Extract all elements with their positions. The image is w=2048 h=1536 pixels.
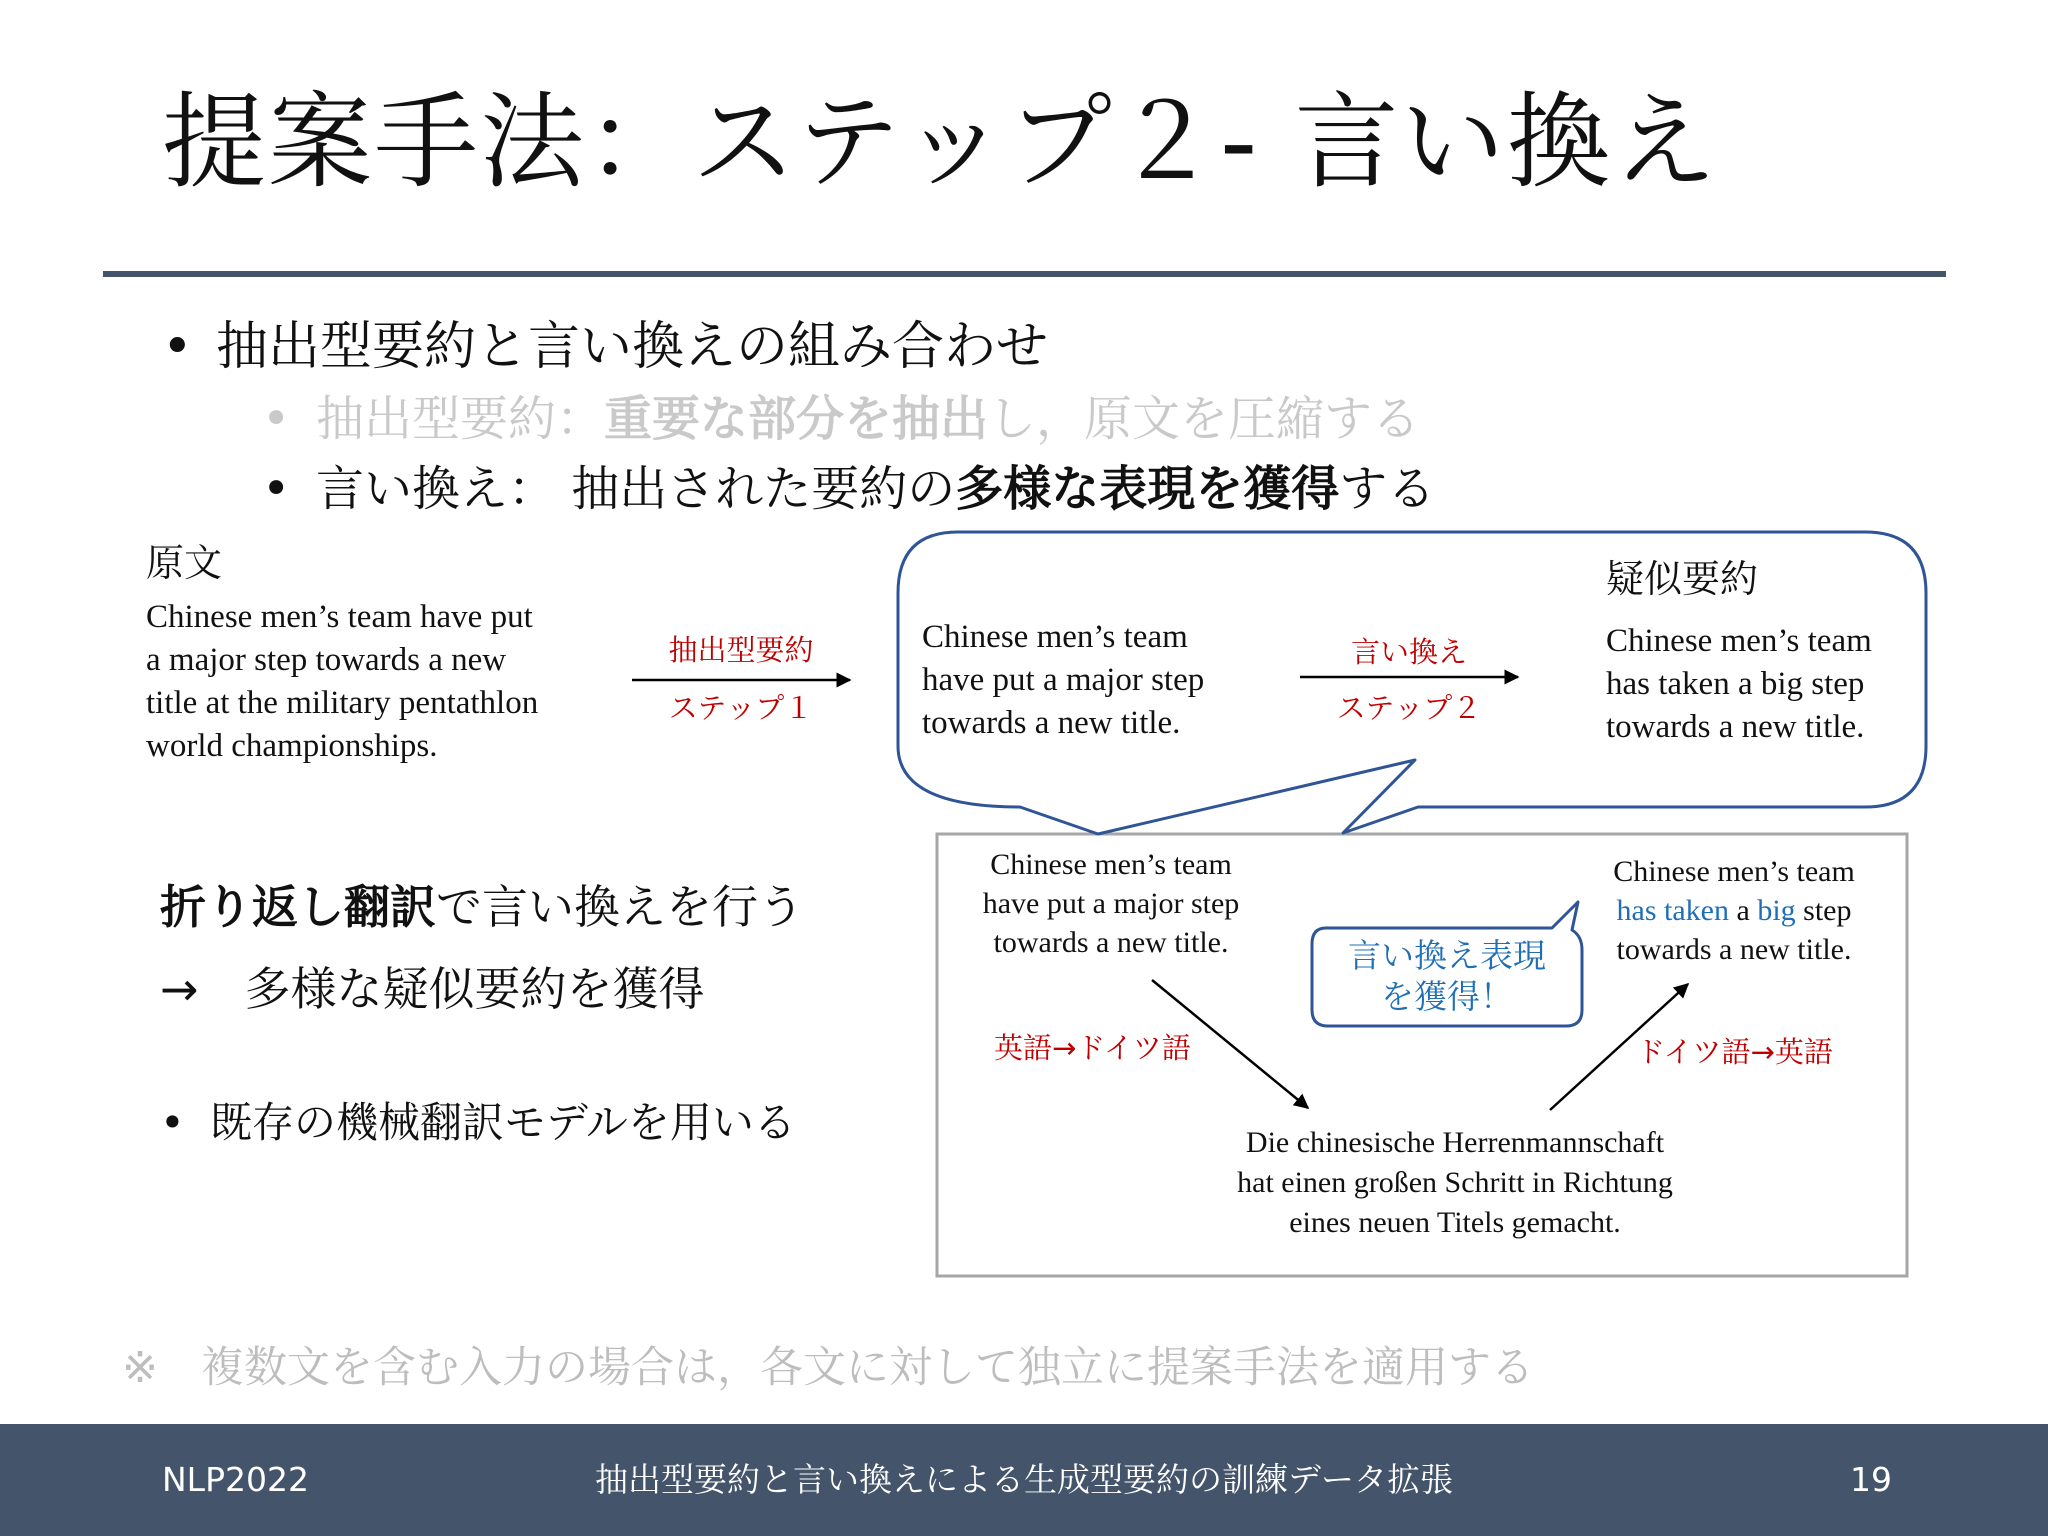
extracted-line: Chinese men’s team [922,619,1188,655]
round-trip-bold: 折り返し翻訳 [160,880,436,934]
round-trip-rest: で言い換えを行う [436,880,804,934]
sub2-post: する [1339,461,1436,517]
pseudo-line: Chinese men’s team [1606,623,1872,659]
changed-word: big [1757,894,1796,927]
sub2-bold: 多様な表現を獲得 [955,461,1340,517]
step2-top-label: 言い換え [1350,635,1467,669]
multi-sentence-note: ※ 複数文を含む入力の場合は，各文に対して独立に提案手法を適用する [122,1343,1535,1393]
callout-line: を獲得！ [1381,977,1513,1016]
footer-title: 抽出型要約と言い換えによる生成型要約の訓練データ拡張 [595,1460,1453,1499]
mt-model-text: 既存の機械翻訳モデルを用いる [210,1098,796,1147]
de-to-en-label: ドイツ語→英語 [1636,1035,1833,1069]
pseudo-summary [1606,620,1872,749]
source-text [146,596,538,768]
callout-text [1312,935,1582,1017]
unchanged-word: a [1728,894,1758,927]
german-translation [1140,1123,1770,1243]
detail-left-text [950,845,1272,962]
extracted-line: have put a major step [922,662,1205,698]
extracted-line: towards a new title. [922,705,1181,741]
step2-bottom-label: ステップ２ [1336,691,1482,725]
round-trip-note [160,876,804,938]
bullet-dot: • [262,391,291,447]
sub1-pre: 抽出型要約： [316,391,605,447]
detail-left-line: towards a new title. [993,926,1229,959]
source-line: title at the military pentathlon [146,685,539,721]
source-line: world championships. [146,728,438,764]
bullet-dot: • [262,461,291,517]
changed-phrase: has taken [1616,894,1729,927]
pseudo-summary-label: 疑似要約 [1606,557,1759,601]
bullet-dot: • [160,1098,185,1147]
sub1-post: し，原文を圧縮する [988,391,1421,447]
detail-right-line: towards a new title. [1616,933,1852,966]
diverse-pseudo-note: → 多様な疑似要約を獲得 [160,962,705,1016]
slide-title: 提案手法：ステップ２- 言い換え [162,81,1719,203]
detail-right-line: Chinese men’s team [1613,855,1855,888]
german-line: hat einen großen Schritt in Richtung [1237,1166,1673,1199]
german-line: eines neuen Titels gemacht. [1289,1206,1621,1239]
unchanged-word: step [1795,894,1852,927]
source-line: a major step towards a new [146,642,507,678]
detail-left-line: have put a major step [982,887,1240,920]
detail-left-line: Chinese men’s team [990,848,1232,881]
step1-bottom-label: ステップ１ [668,691,814,725]
detail-right-text [1576,852,1892,969]
footer-bar [0,1424,2048,1536]
bullet-combination-text: 抽出型要約と言い換えの組み合わせ [216,317,1049,377]
mt-model-bullet [160,1094,796,1152]
source-line: Chinese men’s team have put [146,599,533,635]
pseudo-line: has taken a big step [1606,666,1865,702]
sub1-bold: 重要な部分を抽出 [604,391,989,447]
footer-conference: NLP2022 [162,1460,309,1499]
source-label: 原文 [146,541,223,585]
step1-top-label: 抽出型要約 [668,633,814,667]
callout-line: 言い換え表現 [1348,936,1546,975]
german-line: Die chinesische Herrenmannschaft [1245,1126,1665,1159]
detail-right-line-highlight [1576,891,1892,930]
page-number: 19 [1850,1460,1892,1499]
bullet-dot: • [162,317,193,377]
pseudo-line: towards a new title. [1606,709,1865,745]
extracted-summary [922,616,1204,745]
sub2-pre: 言い換え： 抽出された要約の [316,461,956,517]
en-to-de-label: 英語→ドイツ語 [994,1031,1191,1065]
